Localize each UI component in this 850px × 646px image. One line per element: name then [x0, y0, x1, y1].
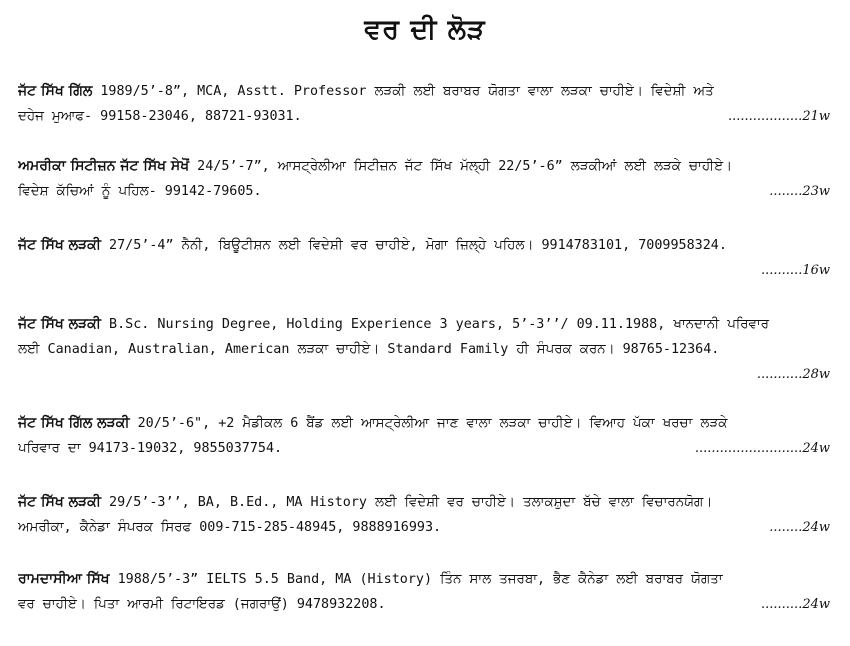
ad-line [18, 362, 830, 387]
ad-line [18, 337, 830, 362]
ad-code: ........24w [769, 520, 830, 535]
ad-text: 27/5’-4” ਨੈਨੀ, ਬਿਊਟੀਸ਼ਨ ਲਈ ਵਿਦੇਸ਼ੀ ਵਰ ਚਾਹੀਏ, ਮੋਗਾ ਜ਼ਿਲ੍ਹੇ ਪਹਿਲ। 9914783101, 7009958324. [100, 238, 727, 253]
classified-ad [18, 79, 830, 129]
classified-ad [18, 567, 830, 617]
ad-line [18, 104, 830, 129]
ad-line [18, 79, 830, 104]
ad-line [18, 154, 830, 179]
ad-text: ਲਈ Canadian, Australian, American ਲੜਕਾ ਚਾਹੀਏ। Standard Family ਹੀ ਸੰਪਰਕ ਕਰਨ। 98765-12364. [18, 342, 720, 357]
ad-code: ..........24w [761, 597, 830, 612]
ad-text: 20/5’-6", +2 ਮੈਡੀਕਲ 6 ਬੈਂਡ ਲਈ ਆਸਟ੍ਰੇਲੀਆ ਜਾਣ ਵਾਲਾ ਲੜਕਾ ਚਾਹੀਏ। ਵਿਆਹ ਪੱਕਾ ਖਰਚਾ ਲੜਕੇ [129, 416, 728, 431]
ad-line [18, 490, 830, 515]
ad-text: ਵਿਦੇਸ਼ ਕੱਚਿਆਂ ਨੂੰ ਪਹਿਲ- 99142-79605. [18, 184, 262, 199]
classified-ad [18, 233, 830, 283]
ad-line [18, 179, 830, 204]
ad-heading: ਰਾਮਦਾਸੀਆ ਸਿੱਖ [18, 571, 110, 587]
ad-code: ..................21w [727, 109, 830, 124]
ad-line [18, 567, 830, 592]
ad-text: 24/5’-7”, ਆਸਟ੍ਰੇਲੀਆ ਸਿਟੀਜ਼ਨ ਜੱਟ ਸਿੱਖ ਮੱਲ੍ਹੀ 22/5’-6” ਲੜਕੀਆਂ ਲਈ ਲੜਕੇ ਚਾਹੀਏ। [189, 159, 732, 174]
ad-text: ਦਹੇਜ ਮੁਆਫ- 99158-23046, 88721-93031. [18, 109, 302, 124]
ad-code: ........23w [769, 184, 830, 199]
ad-text: 29/5’-3’’, BA, B.Ed., MA History ਲਈ ਵਿਦੇਸ਼ੀ ਵਰ ਚਾਹੀਏ। ਤਲਾਕਸ਼ੁਦਾ ਬੱਚੇ ਵਾਲਾ ਵਿਚਾਰਨਯੋਗ। [100, 495, 713, 510]
ad-code: ...........28w [756, 367, 830, 382]
ad-heading: ਜੱਟ ਸਿੱਖ ਲੜਕੀ [18, 494, 101, 510]
classified-ad [18, 312, 830, 387]
ad-line [18, 411, 830, 436]
ad-line [18, 258, 830, 283]
ad-heading: ਜੱਟ ਸਿੱਖ ਗਿੱਲ ਲੜਕੀ [18, 415, 130, 431]
ad-code: ..........................24w [694, 441, 830, 456]
classified-ad [18, 154, 830, 204]
ad-heading: ਜੱਟ ਸਿੱਖ ਗਿੱਲ [18, 83, 93, 99]
ad-line [18, 515, 830, 540]
ad-line [18, 436, 830, 461]
ad-heading: ਜੱਟ ਸਿੱਖ ਲੜਕੀ [18, 237, 101, 253]
ad-heading: ਅਮਰੀਕਾ ਸਿਟੀਜ਼ਨ ਜੱਟ ਸਿੱਖ ਸੇਖੋਂ [18, 158, 190, 174]
page-title: ਵਰ ਦੀ ਲੋੜ [364, 14, 486, 45]
ad-text: B.Sc. Nursing Degree, Holding Experience 3 years, 5’-3’’/ 09.11.1988, ਖਾਨਦਾਨੀ ਪਰਿਵਾਰ [100, 317, 769, 332]
ad-text: 1988/5’-3” IELTS 5.5 Band, MA (History) ਤਿੰਨ ਸਾਲ ਤਜਰਬਾ, ਭੈਣ ਕੈਨੇਡਾ ਲਈ ਬਰਾਬਰ ਯੋਗਤਾ [109, 572, 723, 587]
classified-ad [18, 411, 830, 461]
ad-line [18, 592, 830, 617]
ad-text: ਪਰਿਵਾਰ ਦਾ 94173-19032, 9855037754. [18, 441, 283, 456]
ad-text: ਵਰ ਚਾਹੀਏ। ਪਿਤਾ ਆਰਮੀ ਰਿਟਾਇਰਡ (ਜਗਰਾਉਂ) 9478932208. [18, 597, 386, 612]
classified-ad [18, 490, 830, 540]
ad-line [18, 233, 830, 258]
ad-text: ਅਮਰੀਕਾ, ਕੈਨੇਡਾ ਸੰਪਰਕ ਸਿਰਫ 009-715-285-48945, 9888916993. [18, 520, 442, 535]
ad-heading: ਜੱਟ ਸਿੱਖ ਲੜਕੀ [18, 316, 101, 332]
ad-code: ..........16w [761, 263, 830, 278]
ad-text: 1989/5’-8”, MCA, Asstt. Professor ਲੜਕੀ ਲਈ ਬਰਾਬਰ ਯੋਗਤਾ ਵਾਲਾ ਲੜਕਾ ਚਾਹੀਏ। ਵਿਦੇਸ਼ੀ ਅਤੇ [92, 84, 714, 99]
ad-line [18, 312, 830, 337]
